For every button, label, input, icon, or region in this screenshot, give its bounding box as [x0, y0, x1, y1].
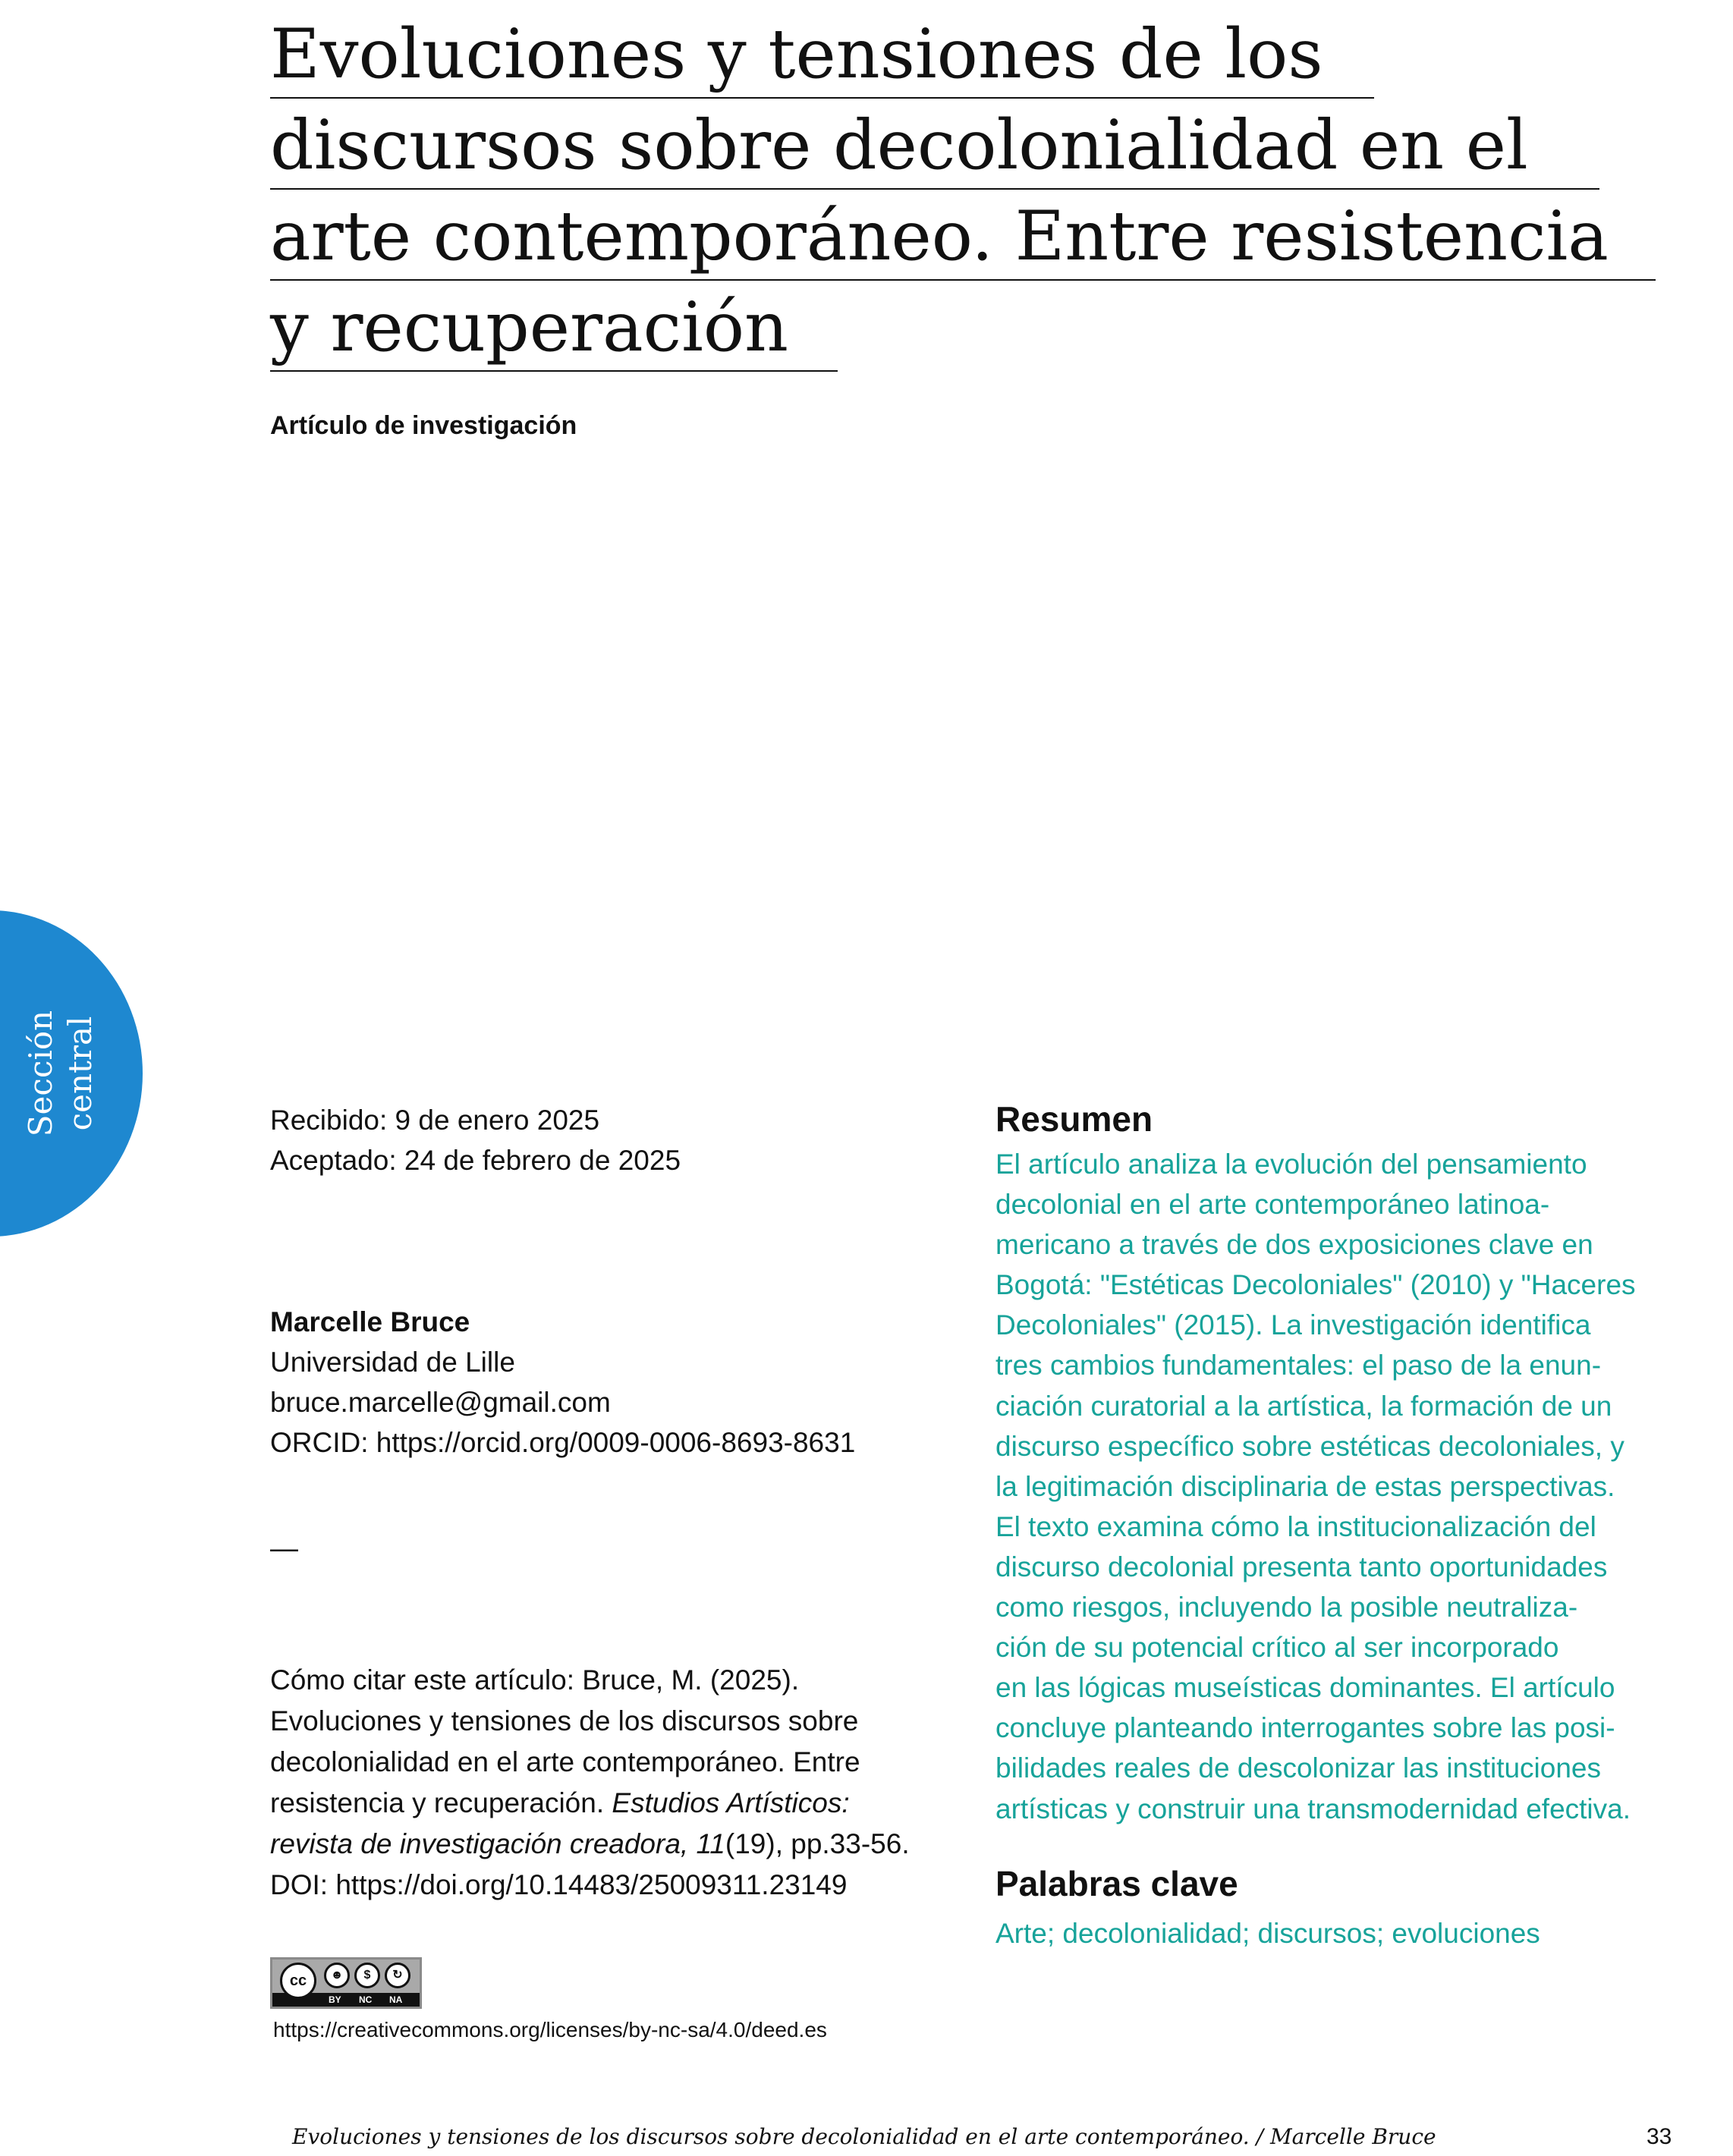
title-line-4: y recuperación [270, 285, 838, 372]
abstract-line: ción de su potencial crítico al ser incorporado [995, 1632, 1559, 1664]
citation-line: Cómo citar este artículo: Bruce, M. (2025). [270, 1664, 800, 1696]
abstract-line: Bogotá: "Estéticas Decoloniales" (2010) y "Haceres [995, 1269, 1636, 1301]
article-type: Artículo de investigación [270, 411, 577, 440]
citation-doi[interactable]: DOI: https://doi.org/10.14483/25009311.23149 [270, 1869, 848, 1900]
author-name: Marcelle Bruce [270, 1306, 470, 1337]
section-label-line1: Sección [22, 1010, 60, 1137]
citation-line [270, 1824, 953, 1865]
received-date: Recibido: 9 de enero 2025 [270, 1105, 600, 1136]
badge-label-nc: NC [359, 1994, 373, 2005]
abstract-text [995, 1144, 1678, 1829]
abstract-line: tres cambios fundamentales: el paso de la enun- [995, 1350, 1602, 1381]
citation-line [270, 1783, 953, 1824]
abstract-line: decolonial en el arte contemporáneo latinoa- [995, 1189, 1550, 1221]
accepted-date: Aceptado: 24 de febrero de 2025 [270, 1145, 681, 1176]
abstract-heading: Resumen [995, 1099, 1153, 1139]
abstract-line: ciación curatorial a la artística, la formación de un [995, 1390, 1612, 1422]
abstract-line: El texto examina cómo la institucionalización del [995, 1510, 1596, 1542]
license-url[interactable]: https://creativecommons.org/licenses/by-nc-sa/4.0/deed.es [273, 2018, 827, 2041]
page-number: 33 [1647, 2124, 1672, 2149]
nc-dollar-icon: $ [354, 1963, 380, 1988]
author-affiliation: Universidad de Lille [270, 1347, 515, 1378]
cc-icon: cc [280, 1963, 316, 1999]
abstract-line: mericano a través de dos exposiciones clave en [995, 1229, 1593, 1261]
section-label-line2: central [61, 1016, 99, 1131]
abstract-line: El artículo analiza la evolución del pensamiento [995, 1149, 1587, 1180]
citation-block [270, 1660, 953, 1906]
abstract-line: concluye planteando interrogantes sobre las posi- [995, 1712, 1615, 1744]
keywords-text: Arte; decolonialidad; discursos; evoluciones [995, 1918, 1540, 1949]
citation-line: decolonialidad en el arte contemporáneo. Entre [270, 1746, 860, 1777]
abstract-line: Decoloniales" (2015). La investigación identifica [995, 1309, 1591, 1341]
section-label [15, 918, 106, 1229]
citation-line: Evoluciones y tensiones de los discursos sobre [270, 1705, 859, 1736]
author-email[interactable]: bruce.marcelle@gmail.com [270, 1387, 611, 1418]
separator-dash: — [270, 1532, 298, 1564]
author-orcid[interactable]: ORCID: https://orcid.org/0009-0006-8693-8631 [270, 1427, 856, 1458]
running-footer: Evoluciones y tensiones de los discursos sobre decolonialidad en el arte contemporáneo. / Marcelle Bruce [292, 2124, 1436, 2149]
journal-name: Estudios Artísticos: [612, 1787, 850, 1818]
citation-issue: (19), pp.33-56. [725, 1828, 910, 1859]
cc-license-badge[interactable] [270, 1957, 422, 2009]
keywords-heading: Palabras clave [995, 1864, 1238, 1903]
citation-text: resistencia y recuperación. [270, 1787, 612, 1818]
author-block [270, 1302, 855, 1463]
abstract-line: discurso decolonial presenta tanto oportunidades [995, 1551, 1608, 1582]
title-line-3: arte contemporáneo. Entre resistencia [270, 194, 1656, 281]
badge-label-na: NA [389, 1994, 403, 2005]
title-line-2: discursos sobre decolonialidad en el [270, 103, 1599, 190]
journal-subtitle: revista de investigación creadora, 11 [270, 1828, 725, 1859]
dates-block [270, 1100, 681, 1180]
title-line-1: Evoluciones y tensiones de los [270, 12, 1374, 99]
sa-share-icon: ↻ [385, 1963, 410, 1988]
abstract-line: discurso específico sobre estéticas decoloniales, y [995, 1430, 1624, 1462]
abstract-line: la legitimación disciplinaria de estas perspectivas. [995, 1470, 1615, 1502]
abstract-line: como riesgos, incluyendo la posible neutraliza- [995, 1592, 1578, 1623]
abstract-line: en las lógicas museísticas dominantes. El artículo [995, 1672, 1615, 1704]
badge-label-by: BY [329, 1994, 341, 2005]
abstract-line: artísticas y construir una transmodernidad efectiva. [995, 1793, 1631, 1824]
by-person-icon: ☻ [324, 1963, 350, 1988]
abstract-line: bilidades reales de descolonizar las instituciones [995, 1752, 1602, 1784]
